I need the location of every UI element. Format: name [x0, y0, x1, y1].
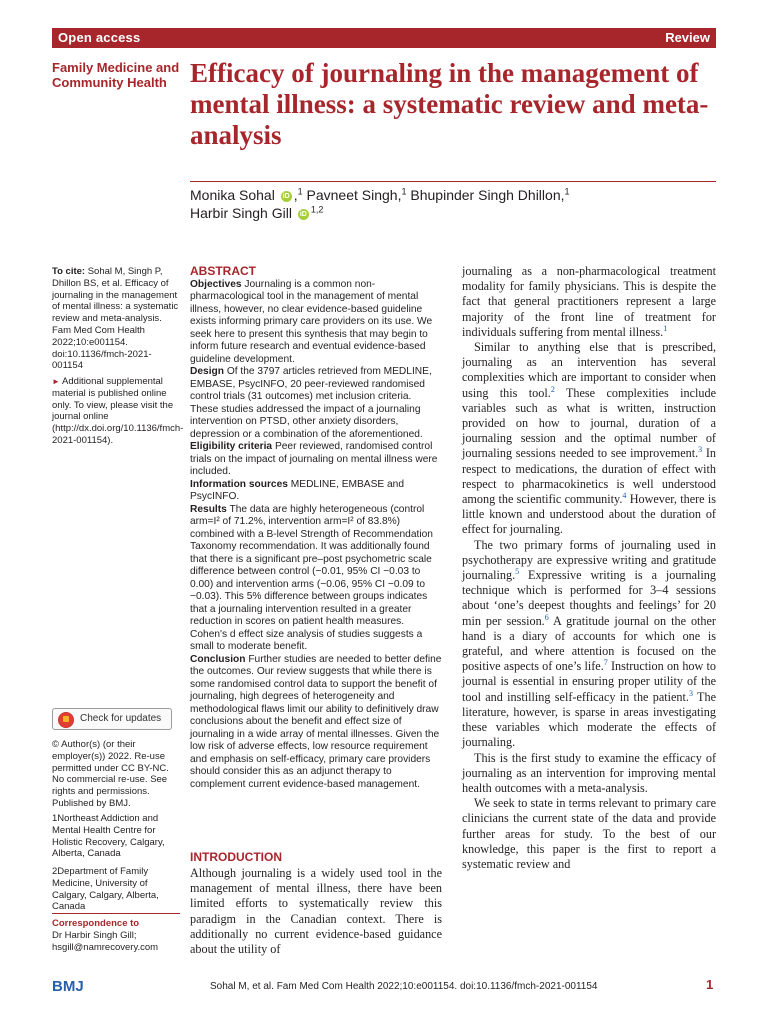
body-right-column: [462, 264, 716, 872]
reference-link[interactable]: 5: [515, 567, 520, 576]
body-text: journaling as a non-pharmacological treatment modality for family physicians. This is despite the fact that general practitioners represent a large majority of the front line of treatment for individuals suffering from mental illness.: [462, 264, 716, 339]
triangle-bullet-icon: ►: [52, 377, 60, 386]
abstract-design: [190, 366, 442, 441]
author-affiliation-ref: 1: [297, 186, 303, 197]
design-label: Design: [190, 366, 224, 377]
abstract-objectives: [190, 279, 442, 367]
reference-link[interactable]: 1: [663, 323, 668, 333]
cite-label: To cite:: [52, 266, 86, 277]
title-divider: [190, 181, 716, 182]
article-title: Efficacy of journaling in the management of mental illness: a systematic review and meta-analysis: [190, 58, 709, 150]
abstract-eligibility: [190, 441, 442, 479]
body-text: Similar to anything else that is prescribed, journaling as an intervention has several complexities which are important to consider when using this tool.: [462, 340, 716, 400]
abstract-results: [190, 504, 442, 654]
cite-text: Sohal M, Singh P, Dhillon BS, et al. Efficacy of journaling in the management of mental illness: a systematic review and meta-analysis. Fam Med Com Health 2022;10:e001154. doi:10.1136/fmch-2021-001154: [52, 266, 179, 372]
abstract-conclusion: [190, 654, 442, 792]
eligibility-text: Peer reviewed, randomised control trials on the impact of journaling on mental illness were included.: [190, 441, 438, 477]
author-dhillon[interactable]: Bhupinder Singh Dhillon,: [410, 187, 565, 203]
top-banner: [52, 28, 716, 48]
author-list: Monika Sohal iD ,$^1$ Pavneet Singh,$^1$ Bhupinder Singh Dhillon,$^1$ Harbir Singh Gill iD $^{1,2}$: [190, 186, 570, 221]
author-gill[interactable]: Harbir Singh Gill: [190, 205, 292, 221]
author-singh[interactable]: Pavneet Singh,: [306, 187, 402, 203]
conclusion-text: Further studies are needed to better define the outcomes. Our review suggests that while there is some randomised control data to support the benefit of journaling, high degrees of heterogeneity and methodological flaws limit our ability to definitively draw conclusions about the benefit and effect size of journaling in a wide array of mental illnesses. Given the low risk of adverse effects, low resource requirement and emphasis on self-efficacy, primary care providers should consider this as an adjunct therapy to complement current evidence-based management.: [190, 653, 442, 790]
check-updates-label: Check for updates: [80, 713, 162, 724]
footer-citation: Sohal M, et al. Fam Med Com Health 2022;10:e001154. doi:10.1136/fmch-2021-001154: [210, 981, 598, 992]
results-label: Results: [190, 503, 227, 515]
check-for-updates-button[interactable]: [52, 708, 172, 730]
results-text: The data are highly heterogeneous (control arm=I² of 71.2%, intervention arm=I² of 83.8%) combined with a B-level Strength of Recommendation Taxonomy recommendation. It was additionally found that there is a significant pre–post psychometric scale difference between control (−0.01, 95% CI −0.03 to 0.00) and intervention arms (−0.06, 95% CI −0.09 to −0.03). This 5% difference between groups indicates that a journaling intervention resulted in a greater reduction in scores on patient health measures. Cohen's d effect size analysis of studies suggests a small to moderate benefit.: [190, 503, 433, 652]
introduction-body: [190, 866, 442, 957]
body-text: However, there is little known and understood about the duration of effect for journaling.: [462, 492, 716, 537]
bmj-logo: BMJ: [52, 978, 84, 995]
conclusion-label: Conclusion: [190, 653, 246, 665]
body-text: The two primary forms of journaling used in psychotherapy are expressive writing and gratitude journaling.: [462, 537, 716, 583]
reference-link[interactable]: 6: [544, 612, 549, 622]
affiliation-2: 2Department of Family Medicine, University of Calgary, Calgary, Alberta, Canada: [52, 866, 159, 913]
body-paragraph-5: We seek to state in terms relevant to primary care clinicians the current state of the data and provide further areas for study. To the best of our knowledge, this paper is the first to report a systematic review and: [462, 796, 716, 871]
introduction-heading: INTRODUCTION: [190, 850, 282, 864]
eligibility-label: Eligibility criteria: [190, 441, 273, 452]
sources-text: MEDLINE, EMBASE and PsycINFO.: [190, 478, 405, 502]
body-text: The literature, however, is sparse in areas investigating these variables which moderate the effects of journaling.: [462, 689, 716, 750]
body-paragraph-3: [462, 538, 716, 751]
citation-block: [52, 266, 180, 372]
crossmark-icon: [58, 712, 74, 728]
sources-label: Information sources: [190, 478, 288, 490]
supplemental-text[interactable]: Additional supplemental material is published online only. To view, please visit the journal online (http://dx.doi.org/10.1136/fmch-2021-001154).: [52, 376, 184, 446]
body-text: In respect to medications, the duration of effect with respect to pharmacokinetics is well understood among the scientific community.: [462, 446, 716, 507]
orcid-icon[interactable]: iD: [299, 210, 307, 218]
body-text: These complexities include variables such as what is written, instruction provided on how to journal, duration of a journaling session and the optimal number of journaling sessions needed to see improvement.: [462, 385, 717, 461]
supplemental-note: [52, 376, 184, 447]
objectives-text: Journaling is a common non-pharmacological tool in the management of mental illness, however, no clear evidence-based guideline exists informing primary care providers on its use. We seek here to present this synthesis that may begin to inform future research and eventual evidence-based guideline development.: [190, 278, 433, 365]
correspondence-divider: [52, 913, 180, 914]
reference-link[interactable]: 3: [688, 688, 693, 698]
correspondence-block: [52, 918, 180, 953]
body-paragraph-4: This is the first study to examine the efficacy of journaling as an intervention for improving mental health outcomes with a meta-analysis.: [462, 750, 716, 795]
author-affiliation-ref: 1: [564, 186, 570, 197]
body-text: Instruction on how to journal is essential in ensuring proper utility of the tool and instilling self-efficacy in the patient.: [462, 659, 716, 704]
body-paragraph-1: [462, 264, 716, 340]
body-text: Expressive writing is a journaling technique which is performed for 3–4 sessions about ‘one’s deepest thoughts and feelings’ for 20 min per session.: [462, 568, 716, 628]
affiliation-1: 1Northeast Addiction and Mental Health Centre for Holistic Recovery, Calgary, Alberta, Canada: [52, 813, 165, 860]
abstract-sources: [190, 479, 442, 504]
author-sohal[interactable]: Monika Sohal: [190, 187, 275, 203]
abstract: [190, 265, 442, 791]
author-affiliation-ref: 1: [401, 186, 407, 197]
orcid-icon[interactable]: iD: [282, 192, 290, 200]
abstract-heading: ABSTRACT: [190, 264, 256, 278]
copyright-notice: © Author(s) (or their employer(s)) 2022. Re-use permitted under CC BY-NC. No commercial re-use. See rights and permissions. Published by BMJ.: [52, 739, 169, 809]
reference-link[interactable]: 3: [698, 445, 703, 455]
body-paragraph-2: [462, 340, 716, 538]
reference-link[interactable]: 4: [622, 490, 627, 500]
page-number: 1: [706, 977, 714, 992]
reference-link[interactable]: 7: [603, 658, 608, 668]
intro-paragraph: Although journaling is a widely used tool in the management of mental illness, there have been limited efforts to systematically review this paradigm in the Canadian context. There is additionally no current evidence-based guidance about the utility of: [190, 866, 442, 957]
design-text: Of the 3797 articles retrieved from MEDLINE, EMBASE, PsycINFO, 20 peer-reviewed randomised control trials (31 outcomes) met inclusion criteria. These studies addressed the impact of a journaling intervention on PTSD, other anxiety disorders, depression or a combination of the aforementioned.: [190, 366, 432, 440]
journal-name[interactable]: Family Medicine and Community Health: [52, 60, 180, 90]
objectives-label: Objectives: [190, 278, 242, 290]
open-access-label: Open access: [58, 30, 141, 45]
correspondence-name: Dr Harbir Singh Gill;: [52, 929, 137, 941]
author-affiliation-ref: 1,2: [310, 204, 324, 215]
reference-link[interactable]: 2: [550, 384, 555, 394]
correspondence-heading: Correspondence to: [52, 918, 140, 929]
body-text: A gratitude journal on the other hand is a diary of accounts for which one is grateful, and where attention is focused on the positive aspects of one’s life.: [462, 613, 716, 674]
article-type-label: Review: [665, 30, 710, 45]
correspondence-email[interactable]: hsgill@namrecovery.com: [52, 941, 159, 953]
